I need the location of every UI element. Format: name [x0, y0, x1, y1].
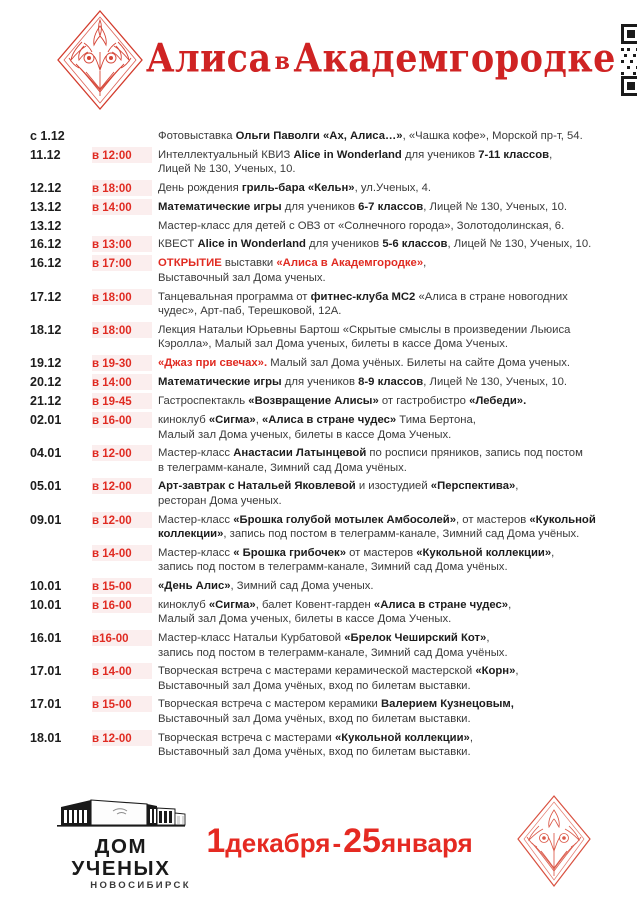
event-date: 02.01: [30, 412, 62, 427]
title-wrap: [146, 35, 616, 83]
event-date: 20.12: [30, 374, 62, 389]
schedule-row: [30, 255, 607, 285]
event-time: в 15-00: [92, 696, 152, 712]
date-from-month: декабря: [225, 827, 331, 858]
event-description: ОТКРЫТИЕ выставки «Алиса в Академгородке», Выставочный зал Дома ученых.: [158, 257, 427, 284]
event-date: 18.12: [30, 322, 62, 337]
event-date: [30, 545, 92, 546]
event-time: в 19-45: [92, 393, 152, 409]
event-description: Творческая встреча с мастерами «Кукольной коллекции», Выставочный зал Дома учёных, вход по билетам выставки.: [158, 731, 473, 759]
event-description: Мастер-класс Натальи Курбатовой «Брелок Чеширский Кот», запись под постом в телеграмм-канале, Зимний сад Дома учёных.: [158, 632, 508, 659]
diamond-ornament-icon: [54, 8, 146, 112]
event-date: 17.01: [30, 697, 62, 712]
event-time: в16-00: [92, 630, 152, 646]
schedule-row: [30, 512, 607, 542]
title-conn: в: [274, 46, 291, 76]
schedule-row: [30, 374, 607, 390]
event-description: Мастер-класс « Брошка грибочек» от мастеров «Кукольной коллекции», запись под постом в телеграмм-канале, Зимний сад Дома учёных.: [158, 546, 555, 574]
house-of-scientists-building-icon: [48, 791, 194, 835]
schedule-row: [30, 236, 607, 252]
title-rest: Академгородке: [293, 35, 616, 81]
schedule-row: [30, 545, 607, 575]
event-time: в 18:00: [92, 180, 152, 196]
schedule-row: [30, 630, 607, 660]
event-time: в 14:00: [92, 374, 152, 390]
event-time: в 19-30: [92, 355, 152, 371]
schedule-row: [30, 393, 607, 409]
event-date: 04.01: [30, 446, 62, 461]
event-date: 16.12: [30, 237, 62, 252]
event-date: 10.01: [30, 597, 62, 612]
schedule-row: [30, 663, 607, 693]
event-description: киноклуб «Сигма», «Алиса в стране чудес» Тима Бертона, Малый зал Дома ученых, билеты в кассе Дома Ученых.: [158, 413, 476, 441]
event-time: в 12-00: [92, 445, 152, 461]
event-date: с 1.12: [30, 129, 65, 143]
schedule-row: [30, 128, 607, 144]
schedule-row: [30, 412, 607, 442]
schedule-row: [30, 147, 607, 177]
event-time: в 18:00: [92, 289, 152, 305]
poster-header: [0, 0, 637, 120]
schedule-list: [0, 120, 637, 760]
event-time: в 13:00: [92, 236, 152, 252]
event-description: КВЕСТ Alice in Wonderland для учеников 5-6 классов, Лицей № 130, Ученых, 10.: [158, 238, 592, 251]
event-date: 19.12: [30, 355, 62, 370]
event-time: в 15-00: [92, 578, 152, 594]
logo-subtitle: НОВОСИБИРСК: [90, 880, 191, 891]
event-description: киноклуб «Сигма», балет Ковент-гарден «Алиса в стране чудес», Малый зал Дома ученых, билеты в кассе Дома Ученых.: [158, 598, 512, 626]
diamond-ornament-icon: [515, 793, 593, 889]
schedule-row: [30, 199, 607, 215]
event-date: 18.01: [30, 730, 62, 745]
event-date: 13.12: [30, 199, 62, 214]
schedule-row: [30, 597, 607, 627]
event-time: в 17:00: [92, 255, 152, 271]
event-description: «День Алис», Зимний сад Дома ученых.: [158, 579, 374, 592]
schedule-row: [30, 730, 607, 760]
event-time: в 14-00: [92, 663, 152, 679]
schedule-row: [30, 322, 607, 352]
event-description: Лекция Натальи Юрьевны Бартош «Скрытые смыслы в произведении Льюиса Кэролла», Малый зал Дома ученых, билеты в кассе Дома Ученых.: [158, 323, 571, 351]
schedule-row: [30, 218, 607, 234]
event-date: 10.01: [30, 578, 62, 593]
event-description: Творческая встреча с мастером керамики Валерием Кузнецовым, Выставочный зал Дома учёных, вход по билетам выставки.: [158, 698, 514, 726]
event-date: 16.12: [30, 256, 62, 271]
event-description: Арт-завтрак с Натальей Яковлевой и изостудией «Перспектива», ресторан Дома ученых.: [158, 480, 519, 507]
event-description: Математические игры для учеников 6-7 классов, Лицей № 130, Ученых, 10.: [158, 200, 568, 213]
event-description: Мастер-класс для детей с ОВЗ от «Солнечного города», Золотодолинская, 6.: [158, 219, 565, 232]
event-time: в 12-00: [92, 478, 152, 494]
event-time: [92, 128, 152, 130]
event-description: Гастроспектакль «Возвращение Алисы» от гастробистро «Лебеди».: [158, 394, 527, 407]
title-main: Алиса: [146, 35, 272, 81]
event-description: Мастер-класс «Брошка голубой мотылек Амбосолей», от мастеров «Кукольной коллекции», запись под постом в телеграмм-канале, Зимний сад Дома учёных.: [158, 513, 596, 541]
event-date: 05.01: [30, 479, 62, 494]
event-date: 12.12: [30, 180, 62, 195]
event-date: 21.12: [30, 393, 62, 408]
schedule-row: [30, 289, 607, 319]
schedule-row: [30, 696, 607, 726]
event-date: 16.01: [30, 631, 62, 646]
event-time: [92, 218, 152, 220]
event-time: в 12-00: [92, 730, 152, 746]
date-range-dash: -: [332, 827, 342, 858]
event-time: в 14:00: [92, 199, 152, 215]
logo-title: ДОМ УЧЕНЫХ: [71, 835, 171, 880]
qr-code-telegram-icon[interactable]: [616, 19, 637, 101]
event-description: День рождения гриль-бара «Кельн», ул.Ученых, 4.: [158, 181, 432, 194]
date-range-banner: [194, 822, 515, 861]
poster-footer: [0, 782, 637, 900]
event-date: 17.12: [30, 289, 62, 304]
schedule-row: [30, 578, 607, 594]
schedule-row: [30, 478, 607, 508]
event-description: Фотовыставка Ольги Паволги «Ах, Алиса…», «Чашка кофе», Морской пр-т, 54.: [158, 130, 583, 142]
event-description: Интеллектуальный КВИЗ Alice in Wonderland для учеников 7-11 классов, Лицей № 130, Ученых, 10.: [158, 148, 553, 176]
event-time: в 18:00: [92, 322, 152, 338]
event-date: 13.12: [30, 218, 62, 233]
page-title: [146, 35, 616, 81]
house-of-scientists-logo: [48, 791, 194, 891]
date-from-day: 1: [206, 821, 226, 860]
schedule-row: [30, 355, 607, 371]
event-description: Математические игры для учеников 8-9 классов, Лицей № 130, Ученых, 10.: [158, 375, 568, 388]
event-description: «Джаз при свечах». Малый зал Дома учёных. Билеты на сайте Дома ученых.: [158, 356, 570, 369]
event-time: в 16-00: [92, 412, 152, 428]
event-date: 17.01: [30, 664, 62, 679]
event-date: 09.01: [30, 512, 62, 527]
schedule-row: [30, 180, 607, 196]
event-description: Мастер-класс Анастасии Латынцевой по росписи пряников, запись под постом в телеграмм-канале, Зимний сад Дома учёных.: [158, 447, 583, 474]
event-date: 11.12: [30, 147, 61, 162]
schedule-row: [30, 445, 607, 475]
date-to-month: января: [380, 827, 473, 858]
event-time: в 12:00: [92, 147, 152, 163]
event-time: в 14-00: [92, 545, 152, 561]
event-description: Танцевальная программа от фитнес-клуба МС2 «Алиса в стране новогодних чудес», Арт-паб, Терешковой, 12А.: [158, 290, 568, 318]
event-description: Творческая встреча с мастерами керамической мастерской «Корн», Выставочный зал Дома учёных, вход по билетам выставки.: [158, 665, 519, 692]
event-time: в 12-00: [92, 512, 152, 528]
event-time: в 16-00: [92, 597, 152, 613]
date-to-day: 25: [343, 821, 381, 860]
